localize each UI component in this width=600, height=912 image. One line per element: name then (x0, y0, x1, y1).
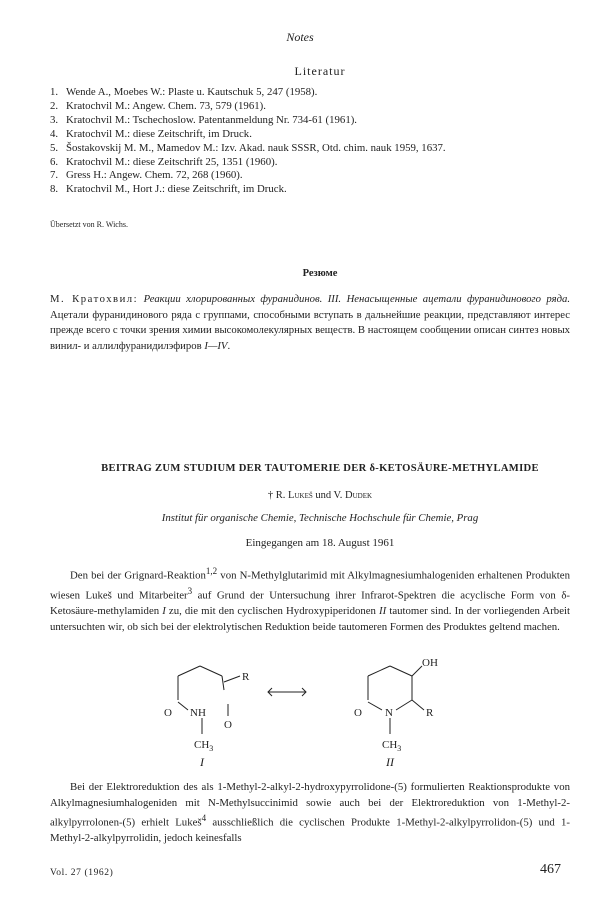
structure-I-nh: NH (190, 707, 206, 719)
reference-list (50, 86, 570, 197)
reference-item: 3. Kratochvil M.: Tschechoslow. Patentanmeldung Nr. 734-61 (1961). (50, 113, 358, 126)
structure-I (164, 666, 250, 766)
structure-II-oxygen: O (354, 707, 362, 719)
reference-item: 5. Šostakovskij M. M., Mamedov M.: Izv. Akad. nauk SSSR, Otd. chim. nauk 1959, 1637. (50, 141, 446, 154)
reference-item: 4. Kratochvil M.: diese Zeitschrift, im Druck. (50, 127, 252, 140)
resume-body: М. Кратохвил: Реакции хлорированных фуранидинов. III. Ненасыщенные ацетали фуранидинового ряда. Ацетали фуранидинового ряда с группами, способными вступать в дальнейшие реакции, представляют интерес прежде всего с точки зрения химии высокомолекулярных веществ. В настоящем сообщении описан синтез новых винил- и аллилфуранидилэфиров I—IV. (50, 293, 571, 352)
literature-heading: Literatur (294, 64, 346, 78)
translator-note: Übersetzt von R. Wichs. (50, 220, 128, 229)
resume-author: М. Кратохвил: (50, 293, 139, 305)
structure-II-label: II (386, 755, 394, 766)
running-head: Notes (286, 30, 314, 44)
article-institute: Institut für organische Chemie, Technische Hochschule für Chemie, Prag (161, 512, 479, 524)
reference-item: 8. Kratochvil M., Hort J.: diese Zeitschrift, im Druck. (50, 183, 287, 196)
reference-item: 1. Wende A., Moebes W.: Plaste u. Kautschuk 5, 247 (1958). (50, 86, 318, 98)
reference-item: 6. Kratochvil M.: diese Zeitschrift 25, 1351 (1960). (50, 155, 278, 168)
received-date: Eingegangen am 18. August 1961 (245, 537, 395, 549)
structure-I-oxygen-2: O (224, 719, 232, 731)
journal-volume: Vol. 27 (1962) (50, 868, 114, 878)
structure-I-methyl: $CH_3$ (194, 739, 214, 753)
structure-II (354, 657, 438, 766)
page-number: 467 (540, 862, 561, 877)
structure-II-methyl: $CH_3$ (382, 739, 402, 753)
structure-I-oxygen: O (164, 707, 172, 719)
resume-compounds: I—IV (204, 339, 228, 352)
resume-heading: Резюме (302, 268, 338, 279)
resume-paper-title: Реакции хлорированных фуранидинов. III. Ненасыщенные ацетали фуранидинового ряда. (143, 293, 571, 305)
structure-I-r: R (242, 671, 250, 683)
tautomer-structures (150, 654, 450, 766)
structure-I-label: I (200, 755, 204, 766)
reference-item: 7. Gress H.: Angew. Chem. 72, 268 (1960). (50, 169, 243, 182)
resume-text: Ацетали фуранидинового ряда с группами, способными вступать в дальнейшие реакции, представляют интерес прежде всего с точки зрения химии высокомолекулярных веществ. В настоящем сообщении описан синтез новых винил- и аллилфуранидилэфиров (50, 308, 570, 352)
article-title: BEITRAG ZUM STUDIUM DER TAUTOMERIE DER δ-KETOSÄURE-METHYLAMIDE (101, 463, 539, 474)
article-paragraph: Bei der Elektroreduktion des als 1-Methyl-2-alkyl-2-hydroxypyrrolidone-(5) formulierten Reaktionsprodukte von Alkylmagnesiumhalogeniden mit N-Methylsuccinimid sowie auch bei der Elektroreduktion von 1-Methyl-2-alkylpyrrolonen-(5) erhielt Lukeš$^4$ ausschließlich die cyclischen Produkte 1-Methyl-2-alkylpyrrolidon-(5) und 1-Methyl-2-alkylpyrrolidin, jedoch keinesfalls (50, 781, 570, 845)
structure-II-nitrogen: N (385, 707, 393, 719)
article-paragraph: Den bei der Grignard-Reaktion$^{1,2}$ von N-Methylglutarimid mit Alkylmagnesiumhalogeniden erhaltenen Produkten wiesen Lukeš und Mitarbeiter$^3$ auf Grund der Untersuchung ihrer Infrarot-Spektren die acyclische Form von δ-Ketosäure-methylamiden I zu, die mit den cyclischen Hydroxypiperidonen II tautomer sind. In der vorliegenden Arbeit untersuchten wir, ob sich bei der elektrolytischen Reduktion beide tautomeren Formen des Produktes geltend machen. (50, 566, 570, 633)
reference-item: 2. Kratochvil M.: Angew. Chem. 73, 579 (1961). (50, 99, 266, 112)
structure-II-r: R (426, 707, 434, 719)
article-authors: † R. Lukeš und V. Dudek (267, 490, 373, 501)
structure-II-hydroxyl: OH (422, 657, 438, 669)
equilibrium-arrow (268, 688, 306, 696)
